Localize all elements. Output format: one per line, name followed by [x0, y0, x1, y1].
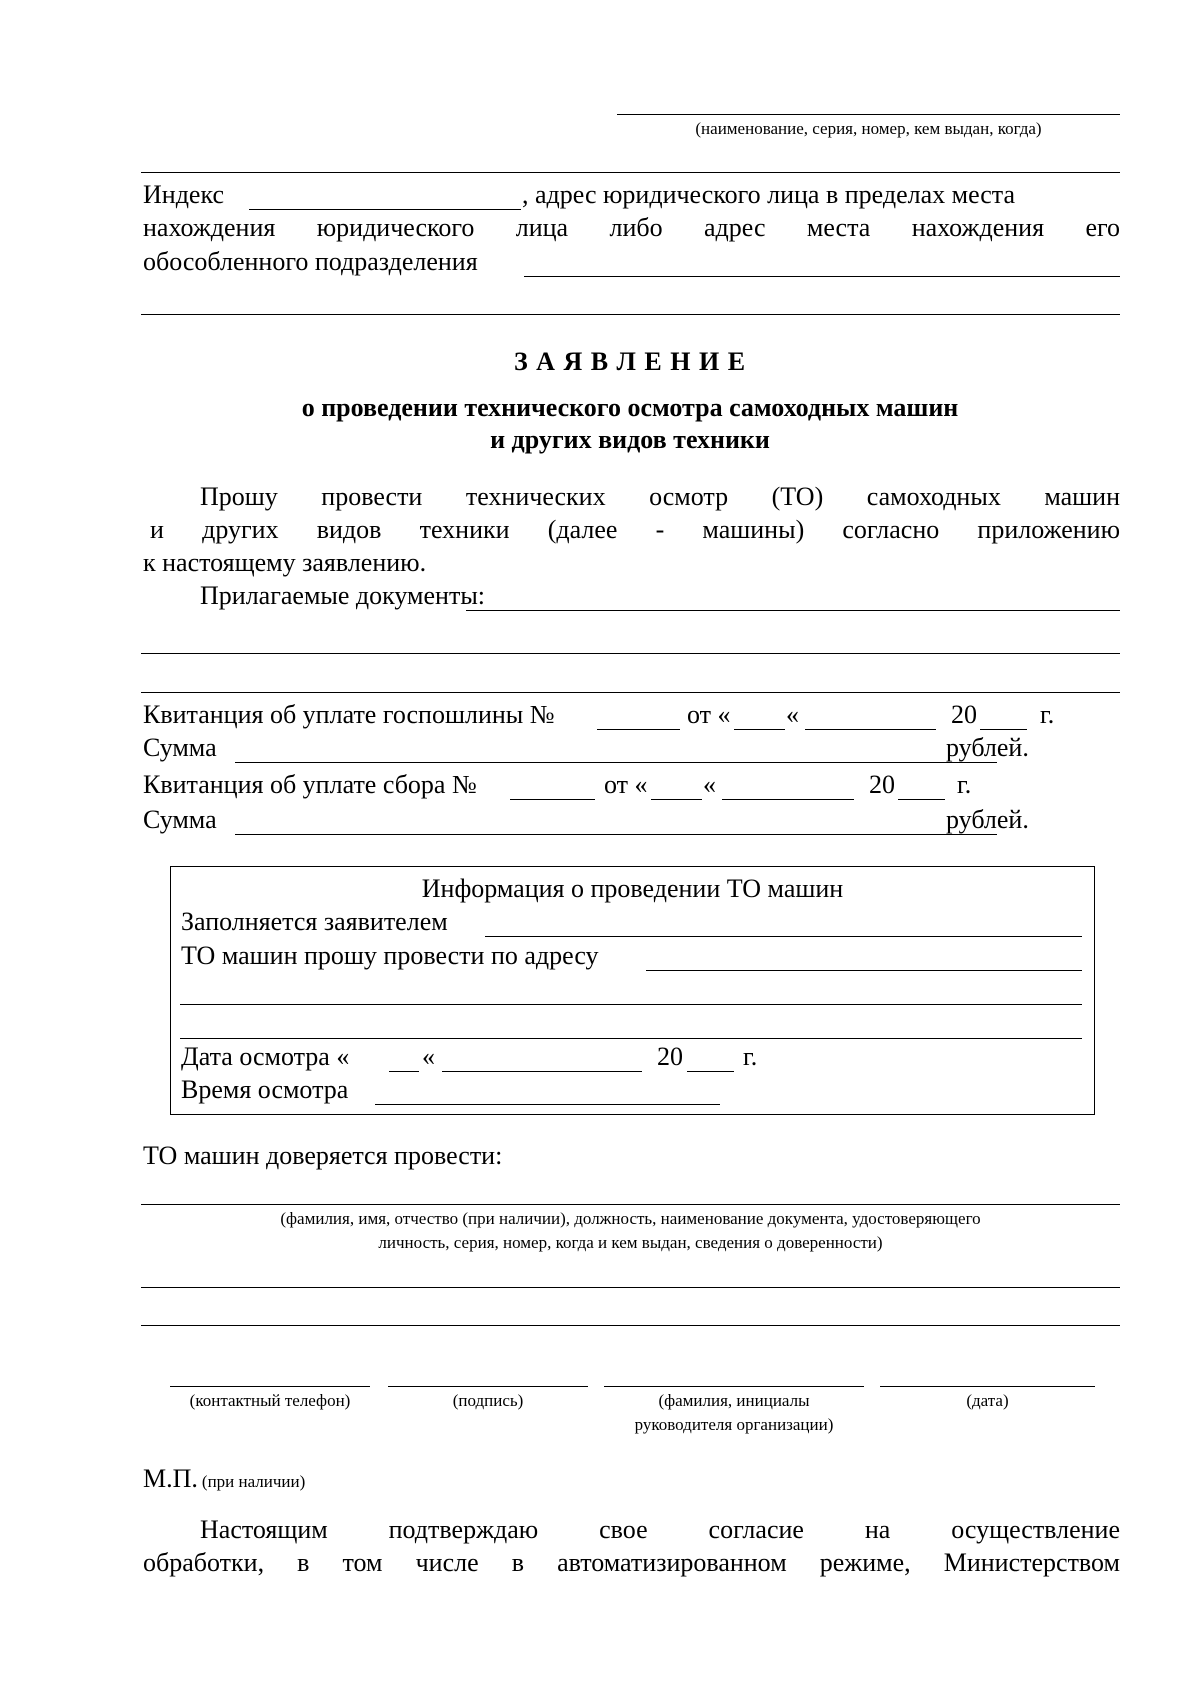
fee-receipt-month-field[interactable]	[805, 729, 936, 730]
fee-sum-field[interactable]	[235, 762, 997, 763]
fee-receipt-year-field[interactable]	[980, 729, 1027, 730]
collection-receipt-year-suffix: г.	[957, 770, 972, 799]
inspection-address-field[interactable]	[646, 970, 1082, 971]
document-subtitle-1: о проведении технического осмотра самоходных машин	[301, 393, 959, 422]
collection-receipt-quote: «	[703, 770, 716, 799]
address-line-3: обособленного подразделения	[143, 247, 478, 276]
collection-receipt-day-field[interactable]	[651, 799, 702, 800]
collection-receipt-month-field[interactable]	[722, 799, 854, 800]
request-line-3: к настоящему заявлению.	[143, 548, 427, 577]
inspection-date-day-field[interactable]	[389, 1071, 419, 1072]
collection-sum-rubles: рублей.	[946, 805, 1029, 834]
fee-receipt-quote: «	[786, 700, 799, 729]
fee-receipt-label: Квитанция об уплате госпошлины №	[143, 700, 555, 729]
collection-receipt-from: от «	[604, 770, 648, 799]
signature-field[interactable]	[388, 1386, 588, 1387]
fee-receipt-year-prefix: 20	[951, 700, 977, 729]
fee-receipt-from: от «	[687, 700, 731, 729]
document-details-caption: (наименование, серия, номер, кем выдан, когда)	[695, 119, 1042, 138]
fee-sum-label: Сумма	[143, 733, 217, 762]
trusted-person-label: ТО машин доверяется провести:	[143, 1141, 503, 1170]
consent-line-2: обработки, в том числе в автоматизированном режиме, Министерством	[143, 1548, 1120, 1577]
document-title: З А Я В Л Е Н И Е	[513, 347, 747, 376]
address-line-2: нахождения юридического лица либо адрес места нахождения его	[143, 213, 1120, 242]
attached-documents-label: Прилагаемые документы:	[200, 581, 486, 610]
inspection-date-year-field[interactable]	[687, 1071, 734, 1072]
fee-receipt-day-field[interactable]	[734, 729, 785, 730]
index-label: Индекс	[143, 180, 224, 209]
inspection-date-quote: «	[422, 1042, 435, 1071]
inspection-date-label: Дата осмотра «	[181, 1042, 350, 1071]
trusted-person-field-3[interactable]	[141, 1325, 1120, 1326]
inspection-address-field-3[interactable]	[180, 1038, 1082, 1039]
head-name-field[interactable]	[604, 1386, 864, 1387]
fee-receipt-number-field[interactable]	[597, 729, 680, 730]
head-name-caption-1: (фамилия, инициалы	[658, 1391, 810, 1410]
divider-line	[141, 172, 1120, 173]
collection-receipt-number-field[interactable]	[510, 799, 595, 800]
collection-sum-label: Сумма	[143, 805, 217, 834]
stamp-line	[143, 1464, 305, 1494]
date-field[interactable]	[880, 1386, 1095, 1387]
index-field[interactable]	[249, 209, 521, 210]
inspection-date-year-prefix: 20	[657, 1042, 683, 1071]
date-caption: (дата)	[966, 1391, 1009, 1410]
address-line-1: , адрес юридического лица в пределах места	[522, 180, 1016, 209]
fee-sum-rubles: рублей.	[946, 733, 1029, 762]
attached-documents-field-3[interactable]	[141, 692, 1120, 693]
attached-documents-field[interactable]	[466, 610, 1120, 611]
contact-phone-caption: (контактный телефон)	[189, 1391, 351, 1410]
inspection-date-year-suffix: г.	[743, 1042, 758, 1071]
inspection-address-label: ТО машин прошу провести по адресу	[181, 941, 599, 970]
stamp-note: (при наличии)	[201, 1472, 306, 1491]
signature-caption: (подпись)	[452, 1391, 524, 1410]
fee-receipt-year-suffix: г.	[1040, 700, 1055, 729]
collection-receipt-year-prefix: 20	[869, 770, 895, 799]
request-line-1: Прошу провести технических осмотр (ТО) самоходных машин	[200, 482, 1120, 511]
collection-sum-field[interactable]	[235, 834, 997, 835]
attached-documents-field-2[interactable]	[141, 653, 1120, 654]
address-field[interactable]	[524, 276, 1120, 277]
inspection-time-field[interactable]	[375, 1104, 720, 1105]
stamp-label: М.П.	[143, 1464, 198, 1493]
address-field-extra[interactable]	[141, 314, 1120, 315]
inspection-time-label: Время осмотра	[181, 1075, 349, 1104]
filled-by-field[interactable]	[485, 936, 1082, 937]
inspection-info-title: Информация о проведении ТО машин	[421, 874, 844, 903]
collection-receipt-year-field[interactable]	[898, 799, 945, 800]
filled-by-label: Заполняется заявителем	[181, 907, 448, 936]
inspection-date-month-field[interactable]	[442, 1071, 642, 1072]
head-name-caption-2: руководителя организации)	[634, 1415, 834, 1434]
trusted-person-field[interactable]	[141, 1204, 1120, 1205]
request-line-2: и других видов техники (далее - машины) согласно приложению	[150, 515, 1120, 544]
inspection-address-field-2[interactable]	[180, 1004, 1082, 1005]
contact-phone-field[interactable]	[170, 1386, 370, 1387]
trusted-person-caption-2: личность, серия, номер, когда и кем выдан, сведения о доверенности)	[378, 1233, 883, 1252]
document-subtitle-2: и других видов техники	[490, 425, 770, 454]
document-details-field[interactable]	[617, 114, 1120, 115]
consent-line-1: Настоящим подтверждаю свое согласие на осуществление	[200, 1515, 1120, 1544]
trusted-person-field-2[interactable]	[141, 1287, 1120, 1288]
trusted-person-caption-1: (фамилия, имя, отчество (при наличии), должность, наименование документа, удостоверяющего	[280, 1209, 981, 1228]
collection-receipt-label: Квитанция об уплате сбора №	[143, 770, 477, 799]
